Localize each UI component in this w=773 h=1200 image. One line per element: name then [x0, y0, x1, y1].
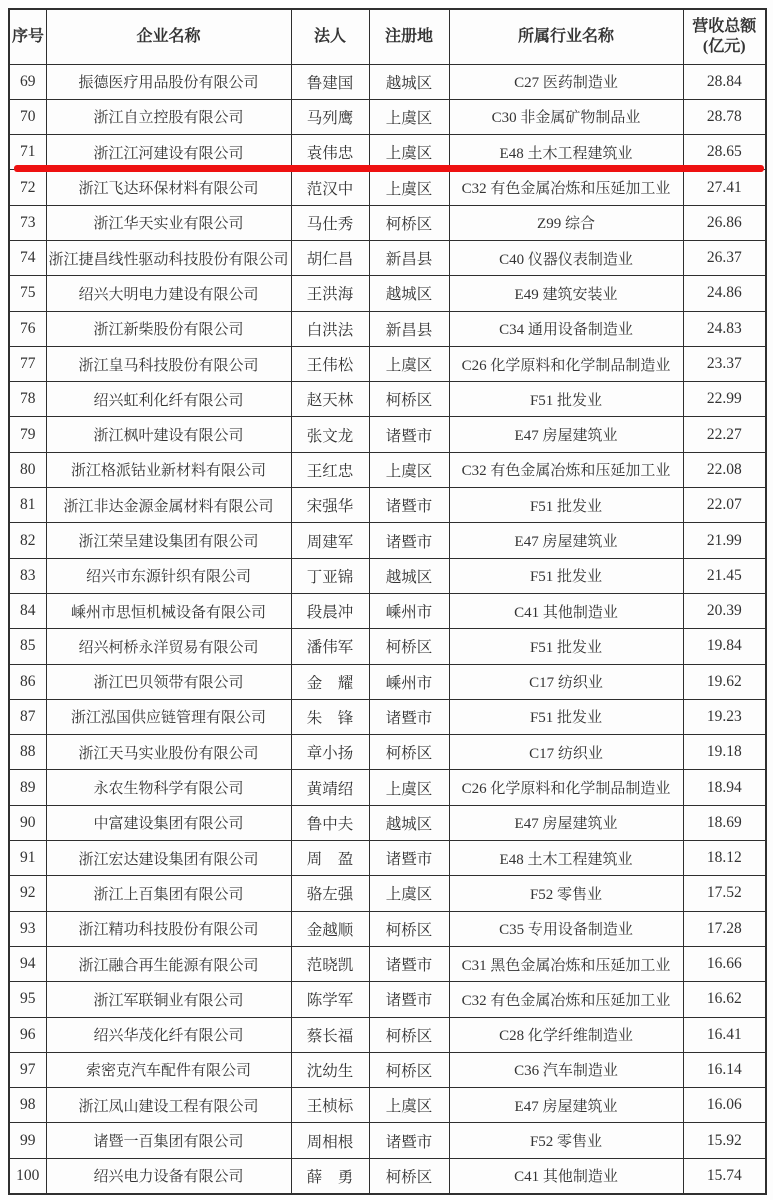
- cell-registered-place: 柯桥区: [369, 911, 449, 946]
- cell-registered-place: 诸暨市: [369, 1123, 449, 1158]
- cell-company: 中富建设集团有限公司: [46, 805, 291, 840]
- cell-registered-place: 上虞区: [369, 135, 449, 170]
- cell-company: 浙江天马实业股份有限公司: [46, 735, 291, 770]
- cell-legal-person: 马列鹰: [291, 99, 369, 134]
- cell-revenue: 16.66: [683, 946, 766, 981]
- table-row: [9, 558, 766, 593]
- cell-revenue: 19.18: [683, 735, 766, 770]
- cell-rank: 79: [9, 417, 46, 452]
- cell-revenue: 15.74: [683, 1158, 766, 1193]
- cell-registered-place: 柯桥区: [369, 1158, 449, 1193]
- table-row: [9, 982, 766, 1017]
- cell-rank: 100: [9, 1158, 46, 1193]
- cell-registered-place: 柯桥区: [369, 1017, 449, 1052]
- table-row: [9, 64, 766, 99]
- cell-rank: 93: [9, 911, 46, 946]
- cell-registered-place: 嵊州市: [369, 664, 449, 699]
- cell-revenue: 19.62: [683, 664, 766, 699]
- cell-rank: 72: [9, 170, 46, 205]
- cell-industry: C26 化学原料和化学制品制造业: [449, 346, 683, 381]
- cell-legal-person: 王红忠: [291, 452, 369, 487]
- cell-rank: 94: [9, 946, 46, 981]
- cell-rank: 81: [9, 488, 46, 523]
- cell-legal-person: 陈学军: [291, 982, 369, 1017]
- cell-company: 浙江凤山建设工程有限公司: [46, 1088, 291, 1123]
- table-row: [9, 205, 766, 240]
- cell-registered-place: 越城区: [369, 64, 449, 99]
- cell-industry: E47 房屋建筑业: [449, 805, 683, 840]
- cell-rank: 85: [9, 629, 46, 664]
- company-ranking-table: [8, 8, 767, 1195]
- header-registered-place: 注册地: [369, 9, 449, 64]
- cell-legal-person: 薛 勇: [291, 1158, 369, 1193]
- cell-rank: 73: [9, 205, 46, 240]
- cell-industry: C31 黑色金属冶炼和压延加工业: [449, 946, 683, 981]
- cell-company: 诸暨一百集团有限公司: [46, 1123, 291, 1158]
- cell-industry: E48 土木工程建筑业: [449, 135, 683, 170]
- cell-industry: C41 其他制造业: [449, 1158, 683, 1193]
- cell-revenue: 16.06: [683, 1088, 766, 1123]
- cell-rank: 70: [9, 99, 46, 134]
- cell-legal-person: 白洪法: [291, 311, 369, 346]
- cell-company: 绍兴市东源针织有限公司: [46, 558, 291, 593]
- cell-legal-person: 宋强华: [291, 488, 369, 523]
- cell-revenue: 28.65: [683, 135, 766, 170]
- cell-revenue: 18.94: [683, 770, 766, 805]
- cell-industry: F51 批发业: [449, 488, 683, 523]
- cell-industry: C17 纺织业: [449, 735, 683, 770]
- cell-revenue: 28.78: [683, 99, 766, 134]
- cell-revenue: 22.99: [683, 382, 766, 417]
- cell-revenue: 24.83: [683, 311, 766, 346]
- table-row: [9, 664, 766, 699]
- cell-legal-person: 赵天林: [291, 382, 369, 417]
- cell-registered-place: 上虞区: [369, 1088, 449, 1123]
- table-row: [9, 629, 766, 664]
- cell-company: 浙江枫叶建设有限公司: [46, 417, 291, 452]
- cell-company: 浙江皇马科技股份有限公司: [46, 346, 291, 381]
- cell-registered-place: 新昌县: [369, 240, 449, 275]
- cell-registered-place: 诸暨市: [369, 946, 449, 981]
- cell-legal-person: 王洪海: [291, 276, 369, 311]
- cell-industry: F52 零售业: [449, 1123, 683, 1158]
- cell-company: 绍兴虹利化纤有限公司: [46, 382, 291, 417]
- cell-rank: 98: [9, 1088, 46, 1123]
- cell-industry: F51 批发业: [449, 558, 683, 593]
- cell-registered-place: 嵊州市: [369, 593, 449, 628]
- cell-registered-place: 越城区: [369, 805, 449, 840]
- cell-registered-place: 上虞区: [369, 99, 449, 134]
- cell-revenue: 17.28: [683, 911, 766, 946]
- cell-industry: F51 批发业: [449, 382, 683, 417]
- header-rank: 序号: [9, 9, 46, 64]
- cell-company: 浙江巴贝领带有限公司: [46, 664, 291, 699]
- cell-revenue: 26.37: [683, 240, 766, 275]
- cell-registered-place: 上虞区: [369, 770, 449, 805]
- cell-registered-place: 柯桥区: [369, 629, 449, 664]
- cell-rank: 71: [9, 135, 46, 170]
- cell-rank: 76: [9, 311, 46, 346]
- table-row: [9, 911, 766, 946]
- table-header: [9, 9, 766, 64]
- cell-industry: C35 专用设备制造业: [449, 911, 683, 946]
- table-row: [9, 876, 766, 911]
- cell-company: 浙江融合再生能源有限公司: [46, 946, 291, 981]
- cell-legal-person: 王伟松: [291, 346, 369, 381]
- cell-legal-person: 金越顺: [291, 911, 369, 946]
- cell-legal-person: 袁伟忠: [291, 135, 369, 170]
- header-industry: 所属行业名称: [449, 9, 683, 64]
- cell-rank: 96: [9, 1017, 46, 1052]
- cell-rank: 84: [9, 593, 46, 628]
- cell-company: 浙江非达金源金属材料有限公司: [46, 488, 291, 523]
- table-row: [9, 805, 766, 840]
- cell-rank: 99: [9, 1123, 46, 1158]
- cell-legal-person: 鲁建国: [291, 64, 369, 99]
- cell-company: 浙江军联铜业有限公司: [46, 982, 291, 1017]
- cell-company: 振德医疗用品股份有限公司: [46, 64, 291, 99]
- cell-industry: C28 化学纤维制造业: [449, 1017, 683, 1052]
- cell-company: 绍兴华茂化纤有限公司: [46, 1017, 291, 1052]
- cell-revenue: 20.39: [683, 593, 766, 628]
- cell-industry: C34 通用设备制造业: [449, 311, 683, 346]
- cell-rank: 87: [9, 699, 46, 734]
- cell-revenue: 16.14: [683, 1052, 766, 1087]
- cell-legal-person: 丁亚锦: [291, 558, 369, 593]
- table-row: [9, 382, 766, 417]
- cell-registered-place: 柯桥区: [369, 1052, 449, 1087]
- cell-industry: C41 其他制造业: [449, 593, 683, 628]
- cell-revenue: 26.86: [683, 205, 766, 240]
- cell-rank: 95: [9, 982, 46, 1017]
- table-row: [9, 593, 766, 628]
- cell-industry: C36 汽车制造业: [449, 1052, 683, 1087]
- cell-revenue: 17.52: [683, 876, 766, 911]
- cell-legal-person: 骆左强: [291, 876, 369, 911]
- cell-industry: E47 房屋建筑业: [449, 1088, 683, 1123]
- cell-company: 浙江捷昌线性驱动科技股份有限公司: [46, 240, 291, 275]
- cell-registered-place: 柯桥区: [369, 382, 449, 417]
- cell-revenue: 21.45: [683, 558, 766, 593]
- table-row: [9, 1017, 766, 1052]
- cell-revenue: 19.23: [683, 699, 766, 734]
- cell-revenue: 21.99: [683, 523, 766, 558]
- cell-industry: C30 非金属矿物制品业: [449, 99, 683, 134]
- table-row: [9, 452, 766, 487]
- cell-registered-place: 诸暨市: [369, 523, 449, 558]
- cell-legal-person: 段晨冲: [291, 593, 369, 628]
- cell-company: 浙江精功科技股份有限公司: [46, 911, 291, 946]
- header-revenue: [683, 9, 766, 64]
- cell-revenue: 28.84: [683, 64, 766, 99]
- cell-legal-person: 王桢标: [291, 1088, 369, 1123]
- cell-company: 浙江自立控股有限公司: [46, 99, 291, 134]
- cell-legal-person: 范晓凯: [291, 946, 369, 981]
- cell-rank: 91: [9, 841, 46, 876]
- table-row: [9, 1158, 766, 1193]
- cell-revenue: 18.12: [683, 841, 766, 876]
- table-row: [9, 99, 766, 134]
- cell-rank: 69: [9, 64, 46, 99]
- cell-rank: 90: [9, 805, 46, 840]
- cell-industry: E49 建筑安装业: [449, 276, 683, 311]
- cell-revenue: 16.62: [683, 982, 766, 1017]
- cell-rank: 78: [9, 382, 46, 417]
- header-revenue-line2: (亿元): [702, 37, 746, 55]
- cell-rank: 80: [9, 452, 46, 487]
- cell-rank: 92: [9, 876, 46, 911]
- table-row: [9, 417, 766, 452]
- cell-legal-person: 周建军: [291, 523, 369, 558]
- table-row: [9, 841, 766, 876]
- cell-registered-place: 越城区: [369, 276, 449, 311]
- cell-legal-person: 金 耀: [291, 664, 369, 699]
- cell-registered-place: 新昌县: [369, 311, 449, 346]
- cell-company: 绍兴柯桥永洋贸易有限公司: [46, 629, 291, 664]
- cell-revenue: 22.08: [683, 452, 766, 487]
- table-row: [9, 346, 766, 381]
- cell-rank: 88: [9, 735, 46, 770]
- cell-registered-place: 诸暨市: [369, 488, 449, 523]
- cell-registered-place: 上虞区: [369, 876, 449, 911]
- cell-rank: 77: [9, 346, 46, 381]
- cell-legal-person: 胡仁昌: [291, 240, 369, 275]
- cell-rank: 83: [9, 558, 46, 593]
- cell-rank: 89: [9, 770, 46, 805]
- cell-legal-person: 周 盈: [291, 841, 369, 876]
- cell-company: 绍兴电力设备有限公司: [46, 1158, 291, 1193]
- cell-registered-place: 柯桥区: [369, 205, 449, 240]
- cell-industry: Z99 综合: [449, 205, 683, 240]
- table-row: [9, 135, 766, 170]
- cell-industry: C32 有色金属冶炼和压延加工业: [449, 170, 683, 205]
- cell-industry: C40 仪器仪表制造业: [449, 240, 683, 275]
- cell-registered-place: 上虞区: [369, 346, 449, 381]
- cell-company: 浙江新柴股份有限公司: [46, 311, 291, 346]
- cell-registered-place: 诸暨市: [369, 699, 449, 734]
- cell-company: 嵊州市思恒机械设备有限公司: [46, 593, 291, 628]
- cell-company: 浙江飞达环保材料有限公司: [46, 170, 291, 205]
- cell-company: 索密克汽车配件有限公司: [46, 1052, 291, 1087]
- cell-revenue: 15.92: [683, 1123, 766, 1158]
- table-row: [9, 276, 766, 311]
- cell-industry: F51 批发业: [449, 699, 683, 734]
- cell-company: 浙江宏达建设集团有限公司: [46, 841, 291, 876]
- table-row: [9, 770, 766, 805]
- cell-company: 绍兴大明电力建设有限公司: [46, 276, 291, 311]
- cell-revenue: 27.41: [683, 170, 766, 205]
- cell-registered-place: 诸暨市: [369, 417, 449, 452]
- cell-company: 浙江格派钴业新材料有限公司: [46, 452, 291, 487]
- cell-legal-person: 周相根: [291, 1123, 369, 1158]
- cell-company: 永农生物科学有限公司: [46, 770, 291, 805]
- cell-rank: 74: [9, 240, 46, 275]
- table-row: [9, 488, 766, 523]
- table-row: [9, 311, 766, 346]
- cell-industry: F51 批发业: [449, 629, 683, 664]
- cell-revenue: 22.27: [683, 417, 766, 452]
- cell-legal-person: 范汉中: [291, 170, 369, 205]
- cell-company: 浙江泓国供应链管理有限公司: [46, 699, 291, 734]
- cell-legal-person: 马仕秀: [291, 205, 369, 240]
- cell-company: 浙江荣呈建设集团有限公司: [46, 523, 291, 558]
- cell-industry: C32 有色金属冶炼和压延加工业: [449, 982, 683, 1017]
- cell-company: 浙江华天实业有限公司: [46, 205, 291, 240]
- cell-legal-person: 黄靖绍: [291, 770, 369, 805]
- cell-rank: 82: [9, 523, 46, 558]
- cell-revenue: 16.41: [683, 1017, 766, 1052]
- table-row: [9, 1088, 766, 1123]
- table-row: [9, 1052, 766, 1087]
- cell-revenue: 22.07: [683, 488, 766, 523]
- header-legal-person: 法人: [291, 9, 369, 64]
- cell-legal-person: 朱 锋: [291, 699, 369, 734]
- table-row: [9, 735, 766, 770]
- cell-revenue: 23.37: [683, 346, 766, 381]
- cell-industry: C27 医药制造业: [449, 64, 683, 99]
- table-row: [9, 946, 766, 981]
- table-row: [9, 1123, 766, 1158]
- cell-industry: E47 房屋建筑业: [449, 523, 683, 558]
- cell-industry: C26 化学原料和化学制品制造业: [449, 770, 683, 805]
- table-row: [9, 523, 766, 558]
- cell-industry: F52 零售业: [449, 876, 683, 911]
- cell-legal-person: 章小扬: [291, 735, 369, 770]
- cell-legal-person: 张文龙: [291, 417, 369, 452]
- cell-rank: 86: [9, 664, 46, 699]
- cell-registered-place: 柯桥区: [369, 735, 449, 770]
- cell-revenue: 24.86: [683, 276, 766, 311]
- cell-legal-person: 潘伟军: [291, 629, 369, 664]
- cell-legal-person: 沈幼生: [291, 1052, 369, 1087]
- header-row: [9, 9, 766, 64]
- cell-registered-place: 上虞区: [369, 452, 449, 487]
- cell-legal-person: 鲁中夫: [291, 805, 369, 840]
- cell-industry: C17 纺织业: [449, 664, 683, 699]
- cell-revenue: 19.84: [683, 629, 766, 664]
- cell-registered-place: 诸暨市: [369, 841, 449, 876]
- table-row: [9, 699, 766, 734]
- cell-industry: E47 房屋建筑业: [449, 417, 683, 452]
- cell-registered-place: 越城区: [369, 558, 449, 593]
- cell-rank: 97: [9, 1052, 46, 1087]
- table-body: [9, 64, 766, 1194]
- header-company: 企业名称: [46, 9, 291, 64]
- cell-registered-place: 上虞区: [369, 170, 449, 205]
- cell-legal-person: 蔡长福: [291, 1017, 369, 1052]
- cell-registered-place: 诸暨市: [369, 982, 449, 1017]
- cell-rank: 75: [9, 276, 46, 311]
- cell-revenue: 18.69: [683, 805, 766, 840]
- cell-industry: E48 土木工程建筑业: [449, 841, 683, 876]
- cell-company: 浙江江河建设有限公司: [46, 135, 291, 170]
- table-row: [9, 170, 766, 205]
- cell-company: 浙江上百集团有限公司: [46, 876, 291, 911]
- table-row: [9, 240, 766, 275]
- cell-industry: C32 有色金属冶炼和压延加工业: [449, 452, 683, 487]
- header-revenue-line1: 营收总额: [692, 17, 757, 35]
